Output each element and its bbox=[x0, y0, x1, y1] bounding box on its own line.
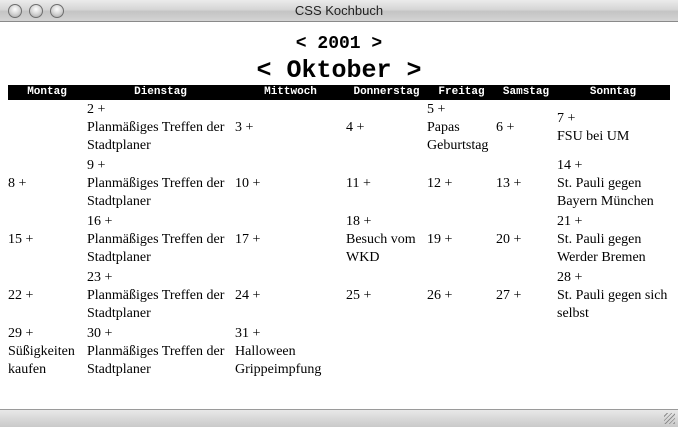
calendar-weeks bbox=[8, 100, 670, 380]
calendar-day-cell bbox=[427, 268, 496, 324]
calendar-event[interactable]: Planmäßiges Treffen der Stadtplaner bbox=[87, 232, 225, 265]
day-number-add-link[interactable]: 23 + bbox=[87, 270, 113, 285]
title-bar[interactable] bbox=[0, 0, 678, 22]
day-number-add-link[interactable]: 22 + bbox=[8, 288, 34, 303]
calendar-day-cell bbox=[346, 156, 427, 212]
resize-grip-icon[interactable] bbox=[664, 413, 675, 424]
weekday-header: Freitag bbox=[438, 86, 485, 98]
calendar-day-cell bbox=[8, 212, 86, 268]
calendar-day-cell bbox=[427, 212, 496, 268]
weekday-header: Montag bbox=[27, 86, 67, 98]
year-label: 2001 bbox=[317, 34, 361, 54]
day-number-add-link[interactable]: 2 + bbox=[87, 102, 106, 117]
calendar-day-cell bbox=[496, 100, 556, 156]
calendar-day-cell bbox=[235, 268, 346, 324]
month-navigation bbox=[0, 56, 678, 85]
calendar-event[interactable]: St. Pauli gegen Werder Bremen bbox=[557, 232, 646, 265]
calendar-day-cell bbox=[86, 212, 235, 268]
day-number-add-link[interactable]: 24 + bbox=[235, 288, 261, 303]
calendar-event[interactable]: Planmäßiges Treffen der Stadtplaner bbox=[87, 288, 225, 321]
previous-month-link[interactable]: < bbox=[256, 56, 272, 85]
next-month-link[interactable]: > bbox=[406, 56, 422, 85]
next-year-link[interactable]: > bbox=[371, 34, 383, 54]
calendar-day-cell bbox=[8, 156, 86, 212]
day-number-add-link[interactable]: 10 + bbox=[235, 176, 261, 191]
calendar-event[interactable]: Planmäßiges Treffen der Stadtplaner bbox=[87, 344, 225, 377]
weekday-header: Dienstag bbox=[134, 86, 187, 98]
window-title: CSS Kochbuch bbox=[294, 3, 384, 18]
calendar-event[interactable]: St. Pauli gegen Bayern München bbox=[557, 176, 654, 209]
day-number-add-link[interactable]: 31 + bbox=[235, 326, 261, 341]
day-number-add-link[interactable]: 28 + bbox=[557, 270, 583, 285]
calendar-day-cell bbox=[346, 212, 427, 268]
day-number-add-link[interactable]: 18 + bbox=[346, 214, 372, 229]
calendar-week-row bbox=[8, 100, 670, 156]
day-number-add-link[interactable]: 4 + bbox=[346, 120, 365, 135]
month-label: Oktober bbox=[286, 56, 392, 85]
page-content bbox=[0, 22, 678, 409]
calendar-day-cell bbox=[346, 100, 427, 156]
calendar-day-cell bbox=[556, 324, 670, 380]
calendar-event[interactable]: St. Pauli gegen sich selbst bbox=[557, 288, 668, 321]
calendar-day-cell bbox=[346, 268, 427, 324]
day-number-add-link[interactable]: 14 + bbox=[557, 158, 583, 173]
weekday-header: Samstag bbox=[502, 86, 550, 98]
day-number-add-link[interactable]: 6 + bbox=[496, 120, 515, 135]
calendar-event[interactable]: Halloween Grippeimpfung bbox=[235, 344, 322, 377]
day-number-add-link[interactable]: 25 + bbox=[346, 288, 372, 303]
day-number-add-link[interactable]: 11 + bbox=[346, 176, 371, 191]
calendar-event[interactable]: Planmäßiges Treffen der Stadtplaner bbox=[87, 176, 225, 209]
calendar-day-cell bbox=[556, 100, 670, 156]
calendar-day-cell bbox=[556, 212, 670, 268]
weekday-header-row bbox=[8, 85, 670, 100]
calendar-day-cell bbox=[235, 100, 346, 156]
weekday-header: Donnerstag bbox=[353, 86, 420, 98]
calendar-day-cell bbox=[427, 156, 496, 212]
calendar-day-cell bbox=[496, 324, 556, 380]
day-number-add-link[interactable]: 8 + bbox=[8, 176, 27, 191]
day-number-add-link[interactable]: 7 + bbox=[557, 111, 576, 126]
day-number-add-link[interactable]: 9 + bbox=[87, 158, 106, 173]
calendar-week-row bbox=[8, 212, 670, 268]
calendar-event[interactable]: FSU bei UM bbox=[557, 129, 630, 144]
weekday-header: Mittwoch bbox=[264, 86, 317, 98]
calendar-day-cell bbox=[556, 156, 670, 212]
calendar-event[interactable]: Süßigkeiten kaufen bbox=[8, 344, 75, 377]
calendar-day-cell bbox=[235, 156, 346, 212]
calendar-week-row bbox=[8, 268, 670, 324]
day-number-add-link[interactable]: 5 + bbox=[427, 102, 446, 117]
calendar-day-cell bbox=[86, 268, 235, 324]
calendar-day-cell bbox=[86, 324, 235, 380]
day-number-add-link[interactable]: 15 + bbox=[8, 232, 34, 247]
day-number-add-link[interactable]: 29 + bbox=[8, 326, 34, 341]
day-number-add-link[interactable]: 20 + bbox=[496, 232, 522, 247]
day-number-add-link[interactable]: 26 + bbox=[427, 288, 453, 303]
calendar-day-cell bbox=[556, 268, 670, 324]
year-navigation bbox=[0, 34, 678, 54]
weekday-header: Sonntag bbox=[589, 86, 637, 98]
day-number-add-link[interactable]: 17 + bbox=[235, 232, 261, 247]
calendar-day-cell bbox=[427, 100, 496, 156]
calendar-day-cell bbox=[427, 324, 496, 380]
calendar-day-cell bbox=[496, 156, 556, 212]
calendar-day-cell bbox=[8, 100, 86, 156]
calendar-event[interactable]: Papas Geburtstag bbox=[427, 120, 489, 153]
previous-year-link[interactable]: < bbox=[295, 34, 307, 54]
day-number-add-link[interactable]: 19 + bbox=[427, 232, 453, 247]
calendar-day-cell bbox=[86, 156, 235, 212]
calendar-day-cell bbox=[8, 324, 86, 380]
calendar-event[interactable]: Besuch vom WKD bbox=[346, 232, 416, 265]
calendar-day-cell bbox=[235, 324, 346, 380]
day-number-add-link[interactable]: 16 + bbox=[87, 214, 113, 229]
calendar-week-row bbox=[8, 324, 670, 380]
day-number-add-link[interactable]: 21 + bbox=[557, 214, 583, 229]
day-number-add-link[interactable]: 30 + bbox=[87, 326, 113, 341]
calendar-day-cell bbox=[235, 212, 346, 268]
calendar-day-cell bbox=[86, 100, 235, 156]
day-number-add-link[interactable]: 13 + bbox=[496, 176, 522, 191]
calendar-event[interactable]: Planmäßiges Treffen der Stadtplaner bbox=[87, 120, 225, 153]
day-number-add-link[interactable]: 3 + bbox=[235, 120, 254, 135]
calendar-week-row bbox=[8, 156, 670, 212]
calendar-table bbox=[8, 85, 670, 380]
status-bar bbox=[0, 409, 678, 427]
calendar-day-cell bbox=[346, 324, 427, 380]
calendar-day-cell bbox=[496, 212, 556, 268]
day-number-add-link[interactable]: 27 + bbox=[496, 288, 522, 303]
calendar-day-cell bbox=[496, 268, 556, 324]
day-number-add-link[interactable]: 12 + bbox=[427, 176, 453, 191]
calendar-day-cell bbox=[8, 268, 86, 324]
